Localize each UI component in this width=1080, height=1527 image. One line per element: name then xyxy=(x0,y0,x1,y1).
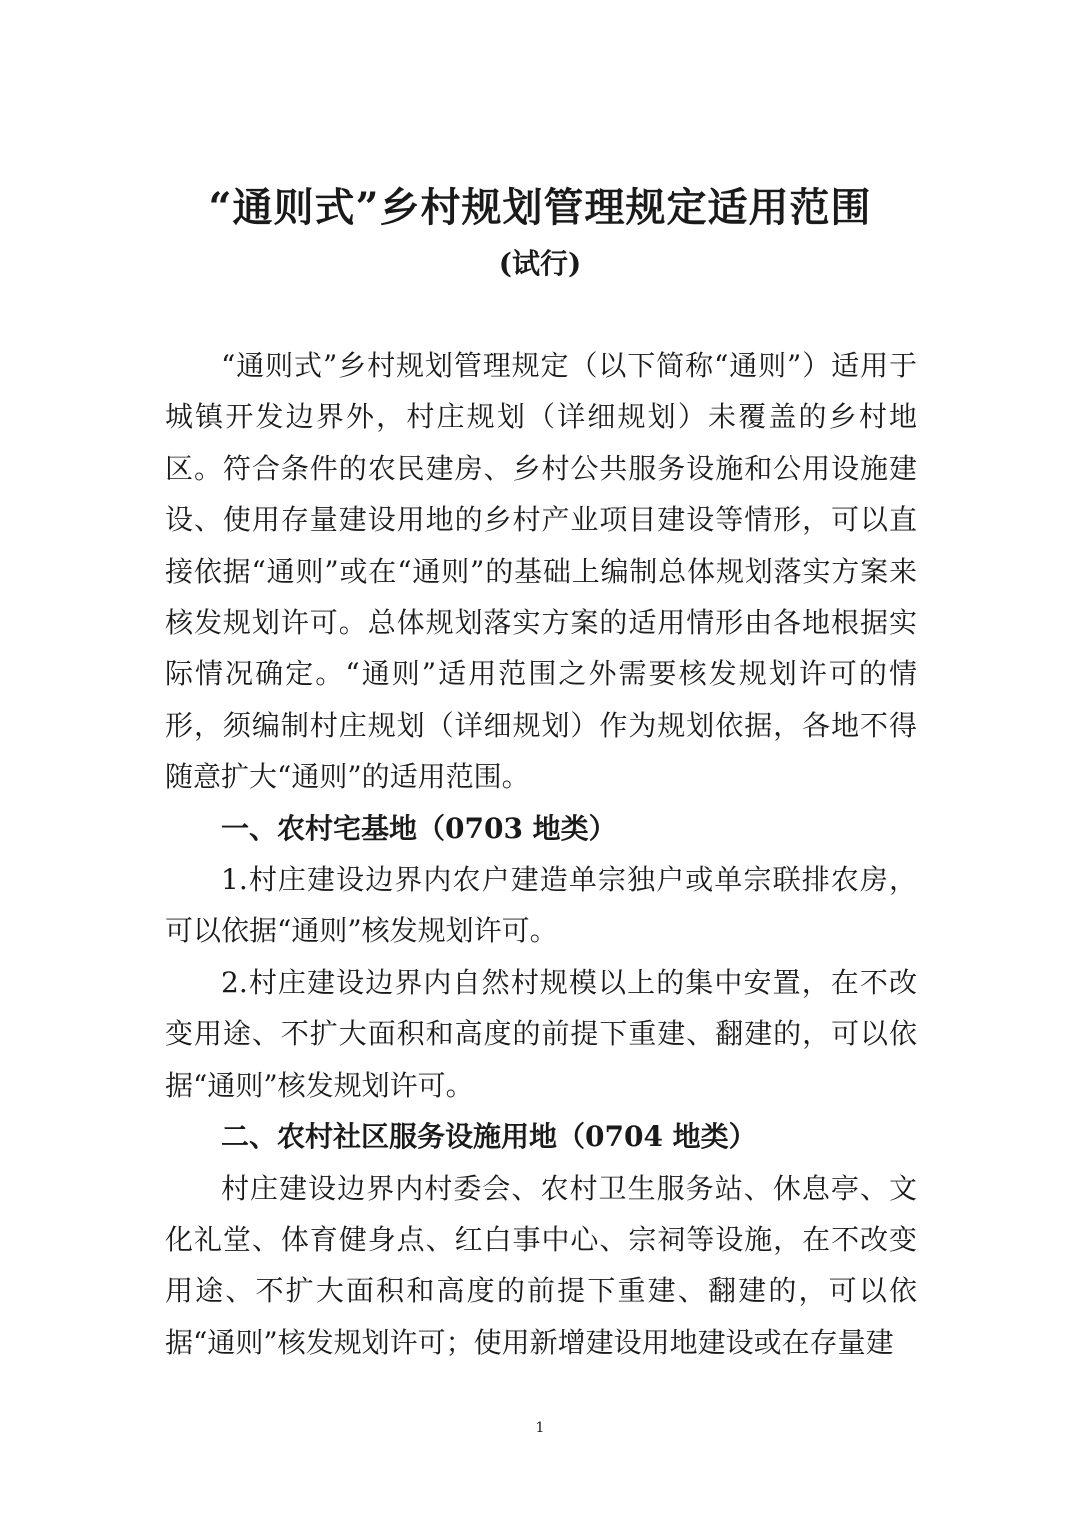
section-heading-homestead: 一、农村宅基地（0703 地类） xyxy=(221,811,617,845)
intro-paragraph: “通则式”乡村规划管理规定（以下简称“通则”）适用于城镇开发边界外，村庄规划（详细规划）未覆盖的乡村地区。符合条件的农民建房、乡村公共服务设施和公用设施建设、使用存量建设用地的乡村产业项目建设等情形，可以直接依据“通则”或在“通则”的基础上编制总体规划落实方案来核发规划许可。总体规划落实方案的适用情形由各地根据实际情况确定。“通则”适用范围之外需要核发规划许可的情形，须编制村庄规划（详细规划）作为规划依据，各地不得随意扩大“通则”的适用范围。 xyxy=(165,349,917,794)
document-subtitle: (试行) xyxy=(498,247,582,280)
homestead-item-2: 2.村庄建设边界内自然村规模以上的集中安置，在不改变用途、不扩大面积和高度的前提下重建、翻建的，可以依据“通则”核发规划许可。 xyxy=(165,965,917,1102)
section-heading-community-facilities: 二、农村社区服务设施用地（0704 地类） xyxy=(221,1120,757,1154)
community-facilities-paragraph: 村庄建设边界内村委会、农村卫生服务站、休息亭、文化礼堂、体育健身点、红白事中心、宗祠等设施，在不改变用途、不扩大面积和高度的前提下重建、翻建的，可以依据“通则”核发规划许可；使用新增建设用地建设或在存量建 xyxy=(165,1171,917,1359)
document-title: “通则式”乡村规划管理规定适用范围 xyxy=(208,184,872,231)
homestead-item-1: 1.村庄建设边界内农户建造单宗独户或单宗联排农房，可以依据“通则”核发规划许可。 xyxy=(165,863,917,948)
page-number: 1 xyxy=(535,1420,545,1436)
document-body xyxy=(165,340,917,1368)
